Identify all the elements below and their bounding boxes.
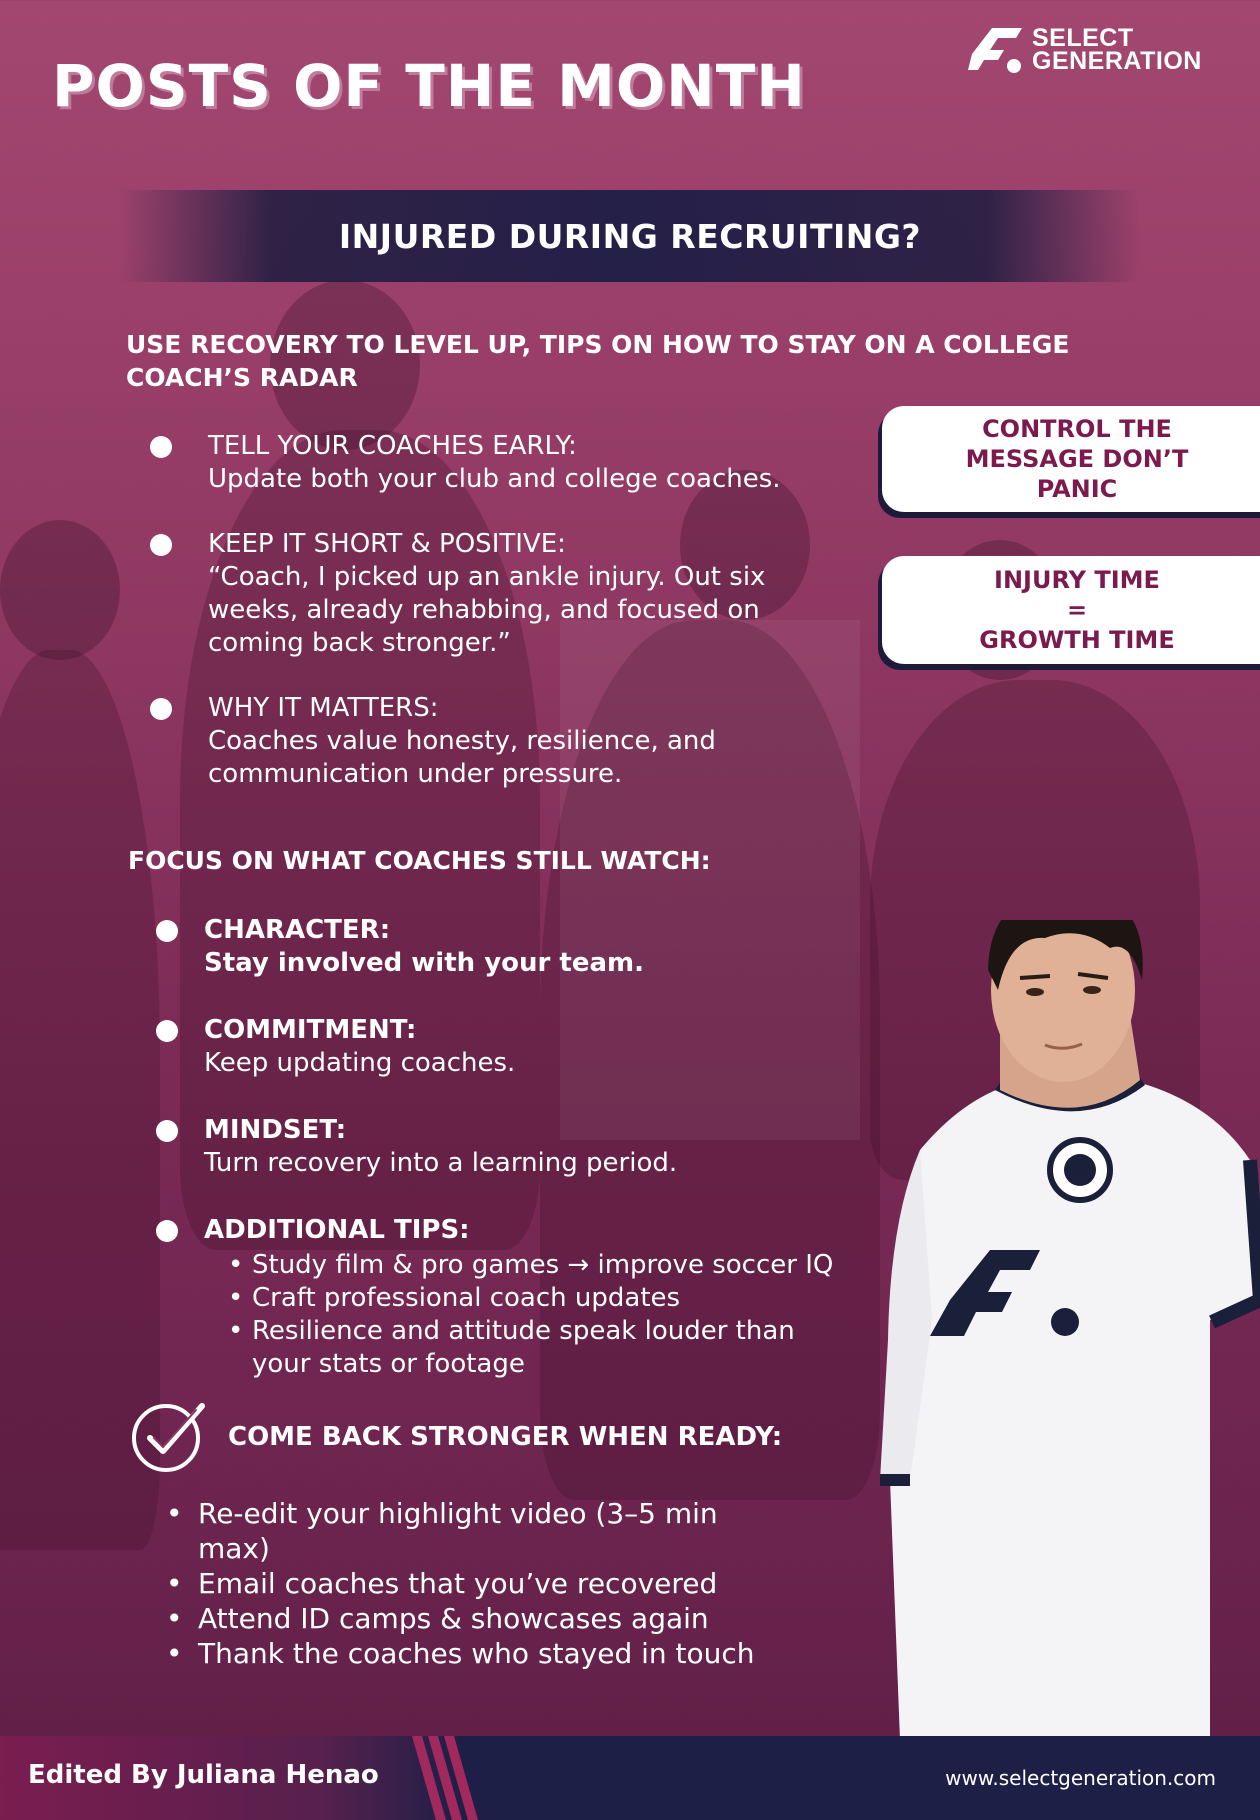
- page-title: POSTS OF THE MONTH: [52, 52, 806, 120]
- sub-list-item: • Study film & pro games → improve soccer IQ: [228, 1249, 908, 1282]
- list-item: • Re-edit your highlight video (3–5 min max): [166, 1496, 766, 1566]
- editor-credit: Edited By Juliana Henao: [28, 1760, 379, 1790]
- tip-heading: WHY IT MATTERS:: [208, 693, 439, 723]
- callout-injury-time: [882, 556, 1260, 664]
- tip-body: Update both your club and college coaches.: [208, 464, 781, 494]
- bullet-icon: [150, 698, 172, 720]
- bullet-icon: [156, 1220, 178, 1242]
- comeback-list: [166, 1496, 826, 1671]
- list-item: [148, 692, 848, 791]
- focus-list: [156, 914, 916, 1415]
- slash-decoration-icon: [412, 1736, 492, 1820]
- tip-body: Coaches value honesty, resilience, and communication under pressure.: [208, 726, 716, 789]
- tip-body: “Coach, I picked up an ankle injury. Out six weeks, already rehabbing, and focused on coming back stronger.”: [208, 562, 766, 658]
- tip-heading: TELL YOUR COACHES EARLY:: [208, 431, 577, 461]
- additional-tips-list: [204, 1249, 916, 1381]
- website-url: www.selectgeneration.com: [945, 1766, 1216, 1790]
- focus-item-body: Stay involved with your team.: [204, 948, 644, 978]
- logo-word-select: SELECT: [1032, 24, 1134, 52]
- checkmark-circle-icon: [128, 1398, 210, 1474]
- bullet-icon: [156, 1020, 178, 1042]
- callout-text: CONTROL THE MESSAGE DON’T PANIC: [965, 415, 1189, 503]
- bullet-icon: [150, 436, 172, 458]
- comeback-heading: COME BACK STRONGER WHEN READY:: [228, 1422, 783, 1452]
- tip-list: [148, 430, 848, 823]
- focus-item-body: Keep updating coaches.: [204, 1048, 516, 1078]
- callout-control-message: [882, 406, 1260, 512]
- focus-item-heading: COMMITMENT:: [204, 1015, 417, 1045]
- list-item: • Attend ID camps & showcases again: [166, 1601, 826, 1636]
- footer: [0, 1736, 1260, 1820]
- logo-word-generation: GENERATION: [1032, 47, 1202, 75]
- bullet-icon: [150, 534, 172, 556]
- topic-banner: [120, 190, 1140, 282]
- sub-list-item: • Craft professional coach updates: [228, 1282, 908, 1315]
- callout-text: INJURY TIME = GROWTH TIME: [979, 566, 1175, 654]
- focus-heading: FOCUS ON WHAT COACHES STILL WATCH:: [128, 846, 711, 875]
- list-item: [156, 1014, 916, 1080]
- list-item: [156, 1214, 916, 1381]
- tip-heading: KEEP IT SHORT & POSITIVE:: [208, 529, 566, 559]
- list-item: [148, 430, 848, 496]
- focus-item-body: Turn recovery into a learning period.: [204, 1148, 678, 1178]
- select-generation-logo-icon: [968, 24, 1026, 76]
- player-photo: [880, 920, 1260, 1740]
- list-item: • Email coaches that you’ve recovered: [166, 1566, 826, 1601]
- list-item: [156, 914, 916, 980]
- list-item: • Thank the coaches who stayed in touch: [166, 1636, 826, 1671]
- brand-logo: [968, 22, 1248, 78]
- bullet-icon: [156, 920, 178, 942]
- sub-list-item: • Resilience and attitude speak louder than your stats or footage: [228, 1315, 848, 1381]
- list-item: [148, 528, 848, 660]
- subheading: USE RECOVERY TO LEVEL UP, TIPS ON HOW TO STAY ON A COLLEGE COACH’S RADAR: [126, 330, 1070, 392]
- bullet-icon: [156, 1120, 178, 1142]
- focus-item-heading: ADDITIONAL TIPS:: [204, 1215, 470, 1245]
- banner-text: INJURED DURING RECRUITING?: [338, 216, 922, 256]
- list-item: [156, 1114, 916, 1180]
- focus-item-heading: CHARACTER:: [204, 915, 391, 945]
- focus-item-heading: MINDSET:: [204, 1115, 347, 1145]
